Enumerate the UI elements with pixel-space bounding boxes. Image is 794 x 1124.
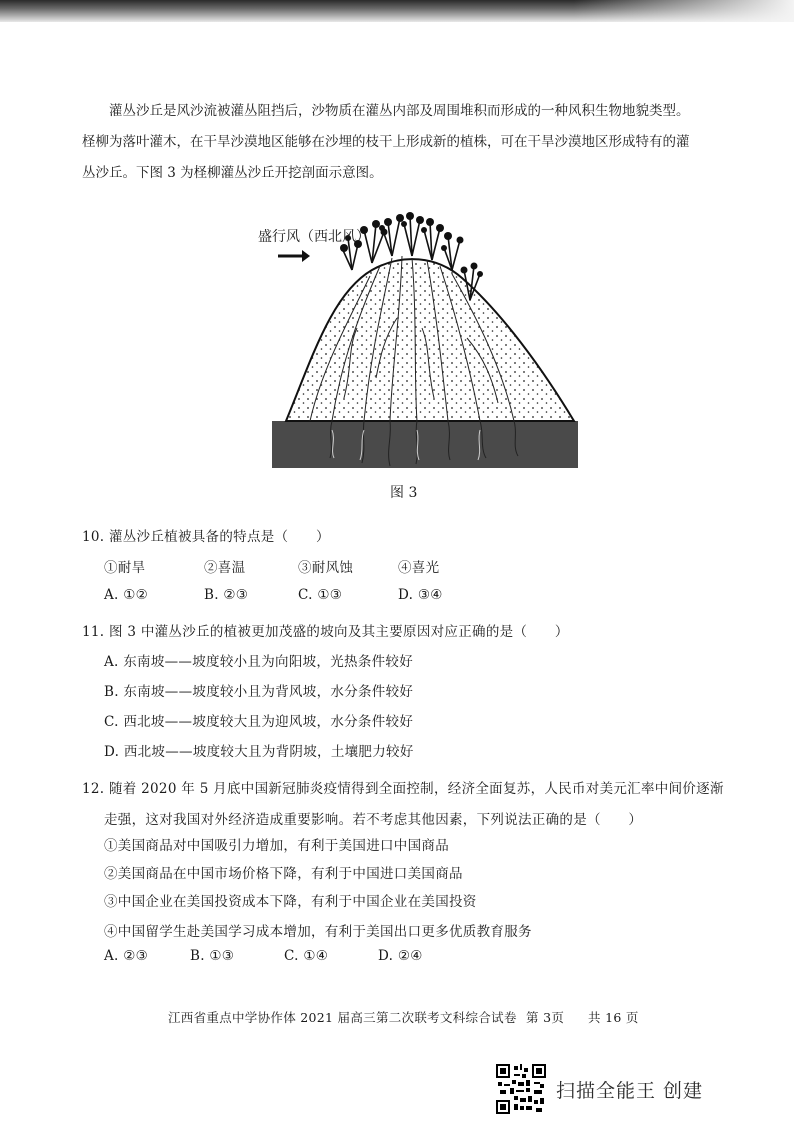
q11-option-c: C. 西北坡——坡度较大且为迎风坡，水分条件较好	[104, 714, 414, 730]
q12-item-3: ③中国企业在美国投资成本下降，有利于中国企业在美国投资	[104, 894, 477, 910]
footer-total-pages: 共 16 页	[588, 1010, 639, 1025]
q12-stem-1: 12. 随着 2020 年 5 月底中国新冠肺炎疫情得到全面控制，经济全面复苏，人民币对美元汇率中间价逐渐	[82, 781, 724, 797]
q10-item-1: ①耐旱	[104, 560, 146, 576]
q11-stem: 11. 图 3 中灌丛沙丘的植被更加茂盛的坡向及其主要原因对应正确的是（ ）	[82, 624, 569, 640]
right-arrow-icon	[278, 250, 310, 262]
dune-profile-diagram	[252, 208, 592, 478]
q10-item-4: ④喜光	[398, 560, 440, 576]
q10-option-c: C. ①③	[298, 587, 343, 603]
q12-option-c: C. ①④	[284, 948, 329, 964]
footer-exam-title: 江西省重点中学协作体 2021 届高三第二次联考文科综合试卷	[168, 1010, 517, 1025]
q10-item-3: ③耐风蚀	[298, 560, 354, 576]
intro-line-3: 丛沙丘。下图 3 为柽柳灌丛沙丘开挖剖面示意图。	[82, 165, 383, 181]
qr-code-icon	[496, 1064, 546, 1114]
q11-option-b: B. 东南坡——坡度较小且为背风坡，水分条件较好	[104, 684, 414, 700]
q12-option-b: B. ①③	[190, 948, 235, 964]
sand-dune	[286, 259, 574, 421]
q11-option-d: D. 西北坡——坡度较大且为背阴坡，土壤肥力较好	[104, 744, 414, 760]
q11-option-a: A. 东南坡——坡度较小且为向阳坡，光热条件较好	[104, 654, 414, 670]
intro-line-1: 灌丛沙丘是风沙流被灌丛阻挡后，沙物质在灌丛内部及周围堆积而形成的一种风积生物地貌类型。	[109, 103, 690, 119]
q10-stem: 10. 灌丛沙丘植被具备的特点是（ ）	[82, 529, 330, 545]
dune-profile-figure	[252, 208, 592, 482]
q10-option-a: A. ①②	[104, 587, 149, 603]
q10-option-d: D. ③④	[398, 587, 443, 603]
q12-item-2: ②美国商品在中国市场价格下降，有利于中国进口美国商品	[104, 866, 463, 882]
intro-line-2: 柽柳为落叶灌木，在干旱沙漠地区能够在沙埋的枝干上形成新的植株，可在干旱沙漠地区形成特有的灌	[82, 134, 690, 150]
q10-item-2: ②喜温	[204, 560, 246, 576]
footer-page-number: 第 3页	[526, 1010, 565, 1025]
q12-option-d: D. ②④	[378, 948, 423, 964]
wind-label: 盛行风（西北风）	[258, 229, 370, 245]
scanner-label: 扫描全能王 创建	[556, 1080, 704, 1102]
intro-paragraph	[82, 96, 762, 189]
q12-item-4: ④中国留学生赴美国学习成本增加，有利于美国出口更多优质教育服务	[104, 924, 532, 940]
q12-stem-2: 走强，这对我国对外经济造成重要影响。若不考虑其他因素，下列说法正确的是（ ）	[104, 812, 643, 828]
q12-item-1: ①美国商品对中国吸引力增加，有利于美国进口中国商品	[104, 838, 449, 854]
ground-layer	[272, 421, 578, 468]
q10-option-b: B. ②③	[204, 587, 249, 603]
q12-option-a: A. ②③	[104, 948, 149, 964]
scan-edge-shadow	[0, 0, 794, 22]
figure-caption: 图 3	[390, 485, 418, 501]
